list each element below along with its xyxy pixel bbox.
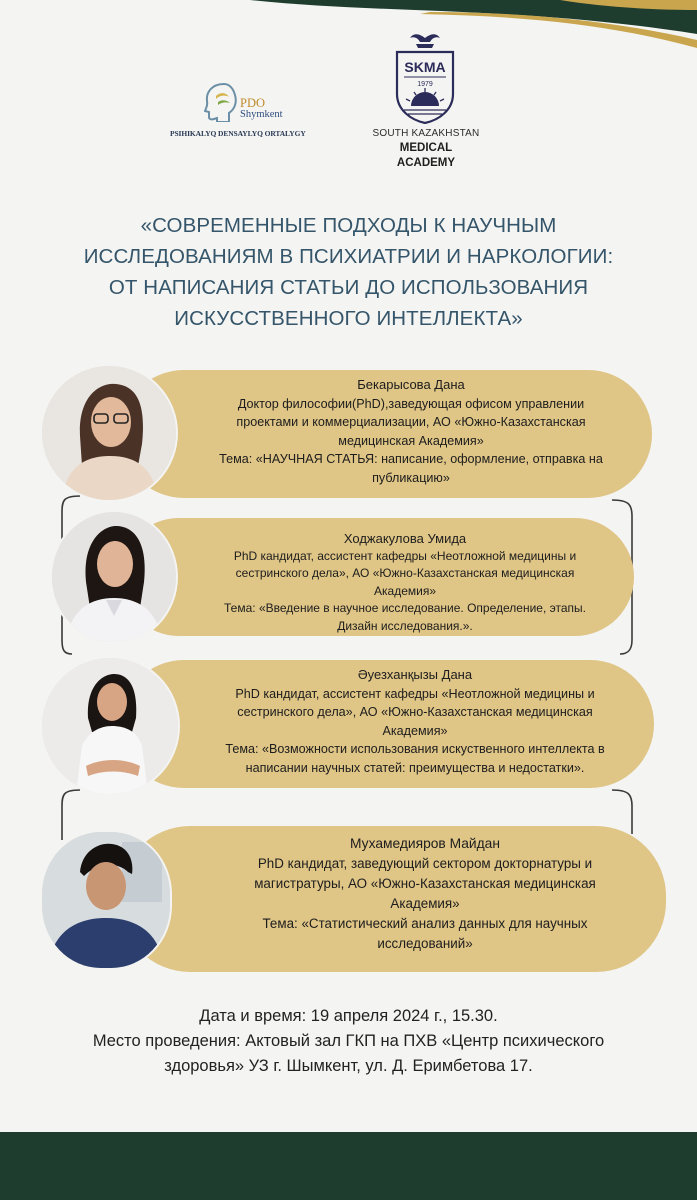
speaker-line: Тема: «НАУЧНАЯ СТАТЬЯ: написание, оформление, отправка на xyxy=(219,452,603,466)
event-details xyxy=(20,1004,677,1079)
speaker-line: написании научных статей: преимущества и недостатки». xyxy=(245,760,585,775)
top-wave-decoration xyxy=(0,0,697,80)
speaker-photo xyxy=(40,656,180,796)
speaker-photo xyxy=(50,510,178,644)
headline-line: ИСКУССТВЕННОГО ИНТЕЛЛЕКТА» xyxy=(174,307,523,330)
skma-year: 1979 xyxy=(417,81,433,88)
headline-line: «СОВРЕМЕННЫЕ ПОДХОДЫ К НАУЧНЫМ xyxy=(140,214,557,237)
skma-line1: SOUTH KAZAKHSTAN xyxy=(372,128,480,139)
skma-emblem-text: SKMA xyxy=(404,59,446,75)
speaker-line: сестринского дела», АО «Южно-Казахстанская медицинская xyxy=(237,705,593,719)
speaker-portrait-icon xyxy=(52,512,176,642)
speaker-line: Тема: «Возможности использования искуственного интеллекта в xyxy=(225,742,605,756)
pdo-logo xyxy=(168,80,338,158)
speaker-photo xyxy=(40,364,178,502)
speaker-line: Академия» xyxy=(374,583,436,598)
speaker-line: Академия» xyxy=(382,723,448,738)
speaker-line: магистратуры, АО «Южно-Казахстанская медицинская xyxy=(254,876,596,891)
speaker-name: Әуезханқызы Дана xyxy=(357,667,473,682)
speaker-line: PhD кандидат, ассистент кафедры «Неотложной медицины и xyxy=(233,548,577,563)
head-silhouette-icon xyxy=(204,82,238,122)
speaker-name: Бекарысова Дана xyxy=(357,377,465,392)
speaker-text xyxy=(180,530,630,635)
event-headline xyxy=(40,210,657,334)
speaker-line: публикацию» xyxy=(372,470,450,485)
speaker-line: PhD кандидат, ассистент кафедры «Неотложной медицины и xyxy=(235,686,595,701)
speaker-name: Мухамедияров Майдан xyxy=(350,836,500,851)
speaker-line: Доктор философии(PhD),заведующая офисом управлении xyxy=(237,396,585,411)
bottom-green-bar xyxy=(0,1132,697,1200)
speaker-card xyxy=(40,510,660,650)
speaker-text xyxy=(180,834,670,954)
headline-line: ОТ НАПИСАНИЯ СТАТЬИ ДО ИСПОЛЬЗОВАНИЯ xyxy=(108,276,589,299)
speaker-card xyxy=(40,826,660,972)
speaker-line: Тема: «Статистический анализ данных для научных xyxy=(262,916,588,931)
speaker-card xyxy=(40,656,660,796)
pdo-subtitle: PSIHIKALYQ DENSAYLYQ ORTALYGY xyxy=(170,129,306,138)
event-venue: здоровья» УЗ г. Шымкент, ул. Д. Еримбетова 17. xyxy=(164,1057,533,1075)
speaker-name: Ходжакулова Умида xyxy=(343,531,467,546)
skma-logo xyxy=(366,30,486,180)
speaker-card xyxy=(40,364,660,504)
pdo-name: PDO xyxy=(240,96,266,110)
event-venue: Место проведения: Актовый зал ГКП на ПХВ «Центр психического xyxy=(92,1032,605,1050)
speaker-line: медицинская Академия» xyxy=(338,433,484,448)
speaker-portrait-icon xyxy=(42,832,170,968)
speaker-line: исследований» xyxy=(377,936,473,951)
headline-line: ИССЛЕДОВАНИЯМ В ПСИХИАТРИИ И НАРКОЛОГИИ: xyxy=(83,245,614,268)
speaker-line: PhD кандидат, заведующий сектором докторнатуры и xyxy=(257,856,593,871)
speaker-line: Академия» xyxy=(390,896,460,911)
speaker-photo xyxy=(40,830,172,970)
pdo-city: Shymkent xyxy=(240,109,283,120)
speaker-text xyxy=(176,376,646,487)
speaker-portrait-icon xyxy=(42,366,176,500)
speaker-line: Дизайн исследования.». xyxy=(337,618,473,633)
skma-line2: MEDICAL xyxy=(399,142,453,154)
speaker-line: проектами и коммерциализации, АО «Южно-Казахстанская xyxy=(236,415,586,429)
speaker-portrait-icon xyxy=(42,658,178,794)
event-datetime: Дата и время: 19 апреля 2024 г., 15.30. xyxy=(199,1007,498,1025)
skma-emblem-icon xyxy=(392,30,458,124)
speaker-line: сестринского дела», АО «Южно-Казахстанская медицинская xyxy=(235,566,575,580)
speaker-text xyxy=(180,666,650,777)
skma-line3: ACADEMY xyxy=(396,157,456,169)
speaker-line: Тема: «Введение в научное исследование. Определение, этапы. xyxy=(224,601,586,615)
